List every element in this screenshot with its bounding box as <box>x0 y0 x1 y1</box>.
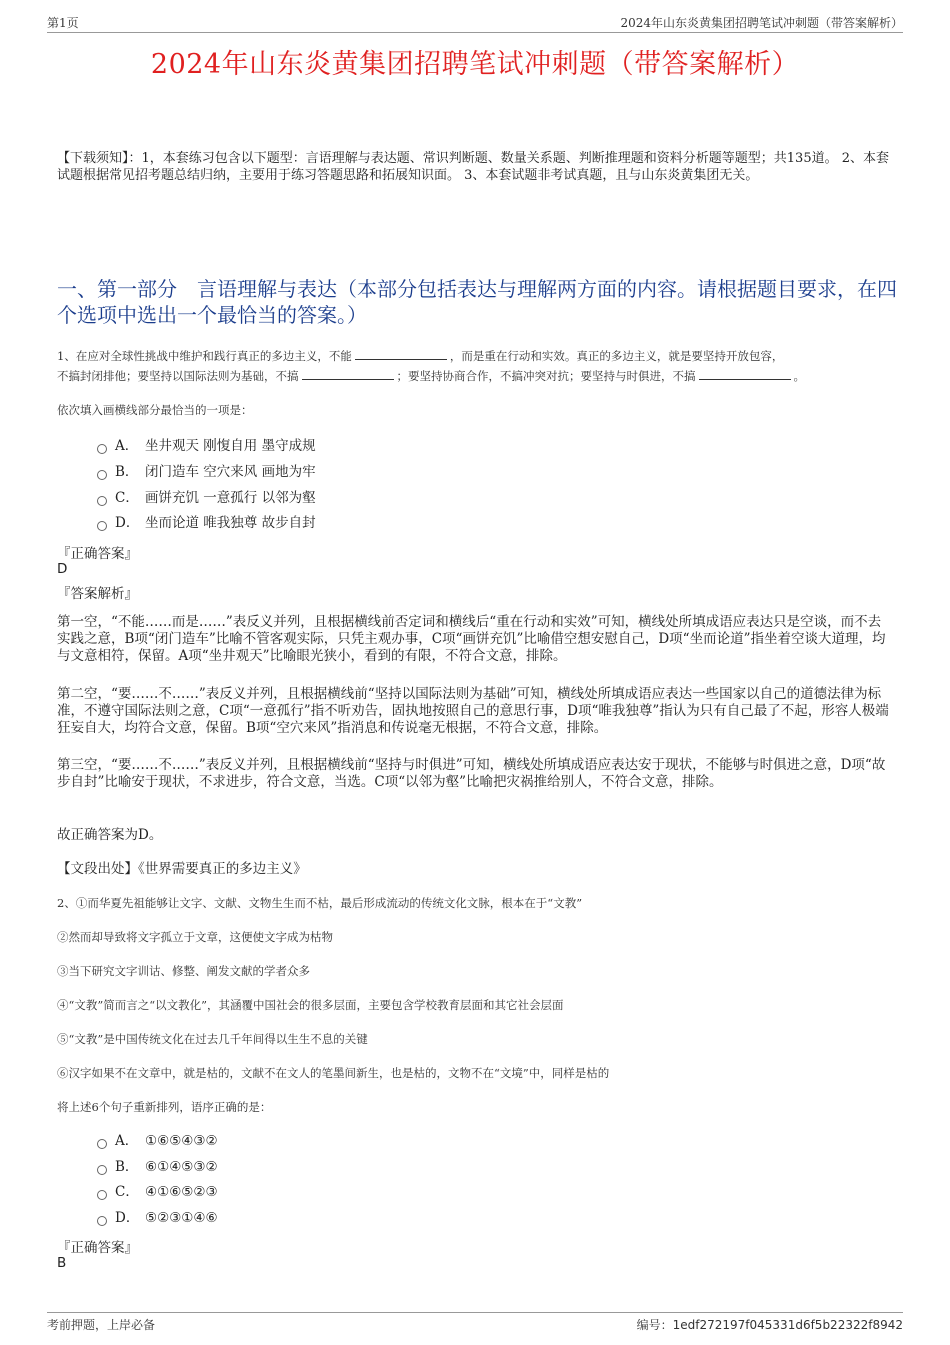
header-divider <box>47 32 903 33</box>
radio-icon[interactable] <box>97 470 107 480</box>
radio-icon[interactable] <box>97 1165 107 1175</box>
q1-stem <box>57 346 899 386</box>
footer-slogan: 考前押题，上岸必备 <box>47 1318 156 1332</box>
q2-prompt: 将上述6个句子重新排列，语序正确的是： <box>57 1100 272 1114</box>
q1-blank-1 <box>355 347 447 360</box>
q2-answer-label: 『正确答案』 <box>57 1240 138 1256</box>
q1-option-a[interactable]: A． 坐井观天 刚愎自用 墨守成规 <box>97 436 316 456</box>
q2-option-c[interactable]: C． ④①⑥⑤②③ <box>97 1182 218 1202</box>
radio-icon[interactable] <box>97 521 107 531</box>
q1-analysis-para-1: 第一空，“不能……而是……”表反义并列，且根据横线前否定词和横线后“重在行动和实效”可知，横线处所填成语应表达只是空谈，而不去实践之意，B项“闭门造车”比喻不管客观实际，只凭主观办事，C项“画饼充饥”比喻借空想安慰自己，D项“坐而论道”指坐着空谈大道理，均与文意相符，保留。A项“坐井观天”比喻眼光狭小，看到的有限，不符合文意，排除。 <box>57 614 886 664</box>
radio-icon[interactable] <box>97 1190 107 1200</box>
radio-icon[interactable] <box>97 1139 107 1149</box>
q1-stem-line2: 不搞封闭排他；要坚持以国际法则为基础，不搞 ；要坚持协商合作，不搞冲突对抗；要坚持与时俱进，不搞 。 <box>57 369 805 383</box>
q1-option-b[interactable]: B． 闭门造车 空穴来风 画地为牢 <box>97 462 316 482</box>
radio-icon[interactable] <box>97 496 107 506</box>
q1-answer-label: 『正确答案』 <box>57 546 138 562</box>
radio-icon[interactable] <box>97 1216 107 1226</box>
q1-answer: D <box>57 561 68 577</box>
q2-option-d[interactable]: D． ⑤②③①④⑥ <box>97 1208 218 1228</box>
footer-code <box>637 1316 903 1333</box>
q1-analysis-para-3: 第三空，“要……不……”表反义并列，且根据横线前“坚持与时俱进”可知，横线处所填成语应表达安于现状，不能够与时俱进之意，D项“故步自封”比喻安于现状，不求进步，符合文意，当选。C项“以邻为壑”比喻把灾祸推给别人，不符合文意，排除。 <box>57 757 886 790</box>
q2-sentence-2: ②然而却导致将文字孤立于文章，这便使文字成为枯物 <box>57 930 333 944</box>
q2-sentence-5: ⑤“文教”是中国传统文化在过去几千年间得以生生不息的关键 <box>57 1032 368 1046</box>
radio-icon[interactable] <box>97 444 107 454</box>
section-heading: 一、第一部分 言语理解与表达（本部分包括表达与理解两方面的内容。请根据题目要求，在四个选项中选出一个最恰当的答案。） <box>57 277 897 327</box>
q1-blank-2 <box>302 367 394 380</box>
q1-blank-3 <box>699 367 791 380</box>
q2-stem: 2、①而华夏先祖能够让文字、文献、文物生生而不枯，最后形成流动的传统文化文脉，根本在于“文教” <box>57 896 583 910</box>
q2-sentence-3: ③当下研究文字训诂、修整、阐发文献的学者众多 <box>57 964 310 978</box>
q1-option-c[interactable]: C． 画饼充饥 一意孤行 以邻为壑 <box>97 488 316 508</box>
q1-analysis-label: 『答案解析』 <box>57 586 138 602</box>
header-doc-title: 2024年山东炎黄集团招聘笔试冲刺题（带答案解析） <box>620 16 903 30</box>
q1-stem-line1: 1、在应对全球性挑战中维护和践行真正的多边主义，不能 ，而是重在行动和实效。真正的多边主义，就是要坚持开放包容， <box>57 349 784 363</box>
footer-code-label: 编号： <box>636 1318 673 1332</box>
q1-analysis-para-2: 第二空，“要……不……”表反义并列，且根据横线前“坚持以国际法则为基础”可知，横线处所填成语应表达一些国家以自己的道德法律为标准，不遵守国际法则之意，C项“一意孤行”指不听劝告，固执地按照自己的意思行事，D项“唯我独尊”指认为只有自己最了不起，形容人极端狂妄自大，均符合文意，保留。B项“空穴来风”指消息和传说毫无根据，不符合文意，排除。 <box>57 686 889 736</box>
q2-option-b[interactable]: B． ⑥①④⑤③② <box>97 1157 218 1177</box>
q2-sentence-4: ④“文教”简而言之“以文教化”，其涵覆中国社会的很多层面，主要包含学校教育层面和其它社会层面 <box>57 998 564 1012</box>
q2-answer: B <box>57 1255 67 1271</box>
page-number: 第1页 <box>47 16 79 30</box>
footer-code-value: 1edf272197f045331d6f5b22322f8942 <box>672 1318 903 1332</box>
q1-analysis-conclusion: 故正确答案为D。 <box>57 827 163 843</box>
download-notice: 【下载须知】：1，本套练习包含以下题型：言语理解与表达题、常识判断题、数量关系题、判断推理题和资料分析题等题型；共135道。 2、本套试题根据常见招考题总结归纳，主要用于练习答题思路和拓展知识面。 3、本套试题非考试真题，且与山东炎黄集团无关。 <box>57 151 889 183</box>
page-title: 2024年山东炎黄集团招聘笔试冲刺题（带答案解析） <box>150 49 800 80</box>
q1-option-d[interactable]: D． 坐而论道 唯我独尊 故步自封 <box>97 513 316 533</box>
footer-divider <box>47 1312 903 1313</box>
q1-source: 【文段出处】《世界需要真正的多边主义》 <box>57 861 307 877</box>
q2-option-a[interactable]: A． ①⑥⑤④③② <box>97 1131 218 1151</box>
q1-prompt: 依次填入画横线部分最恰当的一项是： <box>57 403 253 417</box>
q2-sentence-6: ⑥汉字如果不在文章中，就是枯的，文献不在文人的笔墨间新生，也是枯的，文物不在“文境”中，同样是枯的 <box>57 1066 610 1080</box>
